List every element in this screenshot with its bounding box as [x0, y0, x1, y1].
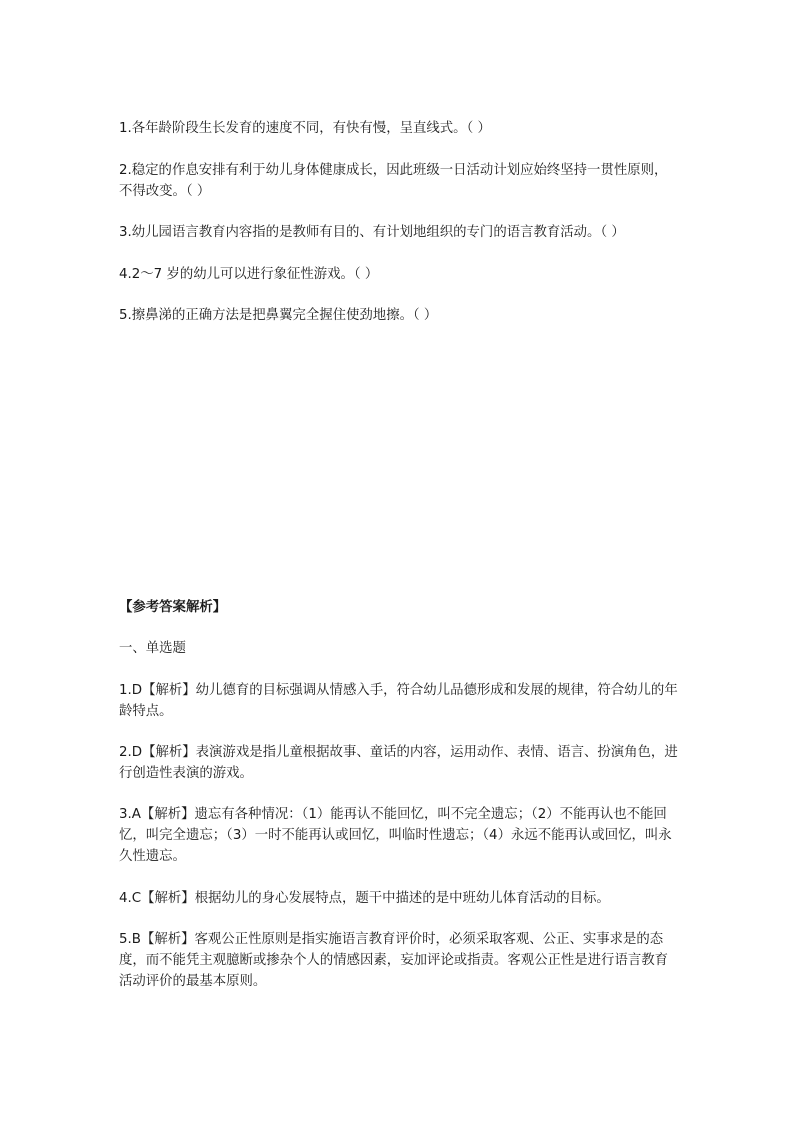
answer-section-title: 【参考答案解析】 — [119, 600, 227, 615]
question-3: 3.幼儿园语言教育内容指的是教师有目的、有计划地组织的专门的语言教育活动。（ ） — [119, 225, 625, 240]
answer-1: 1.D【解析】幼儿德育的目标强调从情感入手，符合幼儿品德形成和发展的规律，符合幼儿的年龄特点。 — [119, 683, 678, 719]
question-4: 4.2～7 岁的幼儿可以进行象征性游戏。（ ） — [119, 267, 379, 282]
answer-4: 4.C【解析】根据幼儿的身心发展特点，题干中描述的是中班幼儿体育活动的目标。 — [119, 891, 610, 906]
answer-section-subtitle: 一、单选题 — [119, 641, 186, 656]
answer-5: 5.B【解析】客观公正性原则是指实施语言教育评价时，必须采取客观、公正、实事求是的态度，而不能凭主观臆断或掺杂个人的情感因素，妄加评论或指责。客观公正性是进行语言教育活动评价的最基本原则。 — [119, 932, 669, 989]
answer-2: 2.D【解析】表演游戏是指儿童根据故事、童话的内容，运用动作、表情、语言、扮演角色，进行创造性表演的游戏。 — [119, 745, 678, 781]
question-5: 5.擦鼻涕的正确方法是把鼻翼完全握住使劲地擦。（ ） — [119, 308, 438, 323]
answer-3: 3.A【解析】遗忘有各种情况：（1）能再认不能回忆，叫不完全遗忘；（2）不能再认也不能回忆，叫完全遗忘；（3）一时不能再认或回忆，叫临时性遗忘；（4）永远不能再认或回忆，叫永久性遗忘。 — [119, 807, 672, 864]
question-1: 1.各年龄阶段生长发育的速度不同，有快有慢，呈直线式。（ ） — [119, 121, 491, 136]
question-2: 2.稳定的作息安排有利于幼儿身体健康成长，因此班级一日活动计划应始终坚持一贯性原则，不得改变。（ ） — [119, 163, 668, 199]
